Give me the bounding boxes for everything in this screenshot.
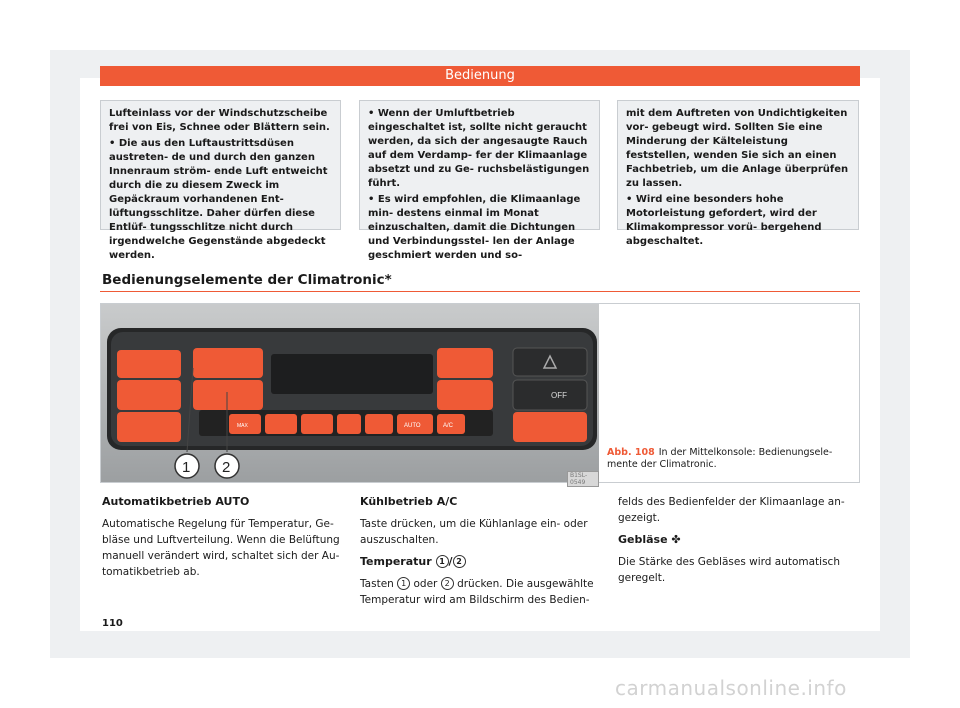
note-box-3 [617, 100, 859, 247]
paragraph: Automatische Regelung für Temperatur, Ge- bläse und Luftverteilung. Wenn die Belüftung manuell verändert wird, schaltet sich der Au- tomatikbetrieb ab. [102, 518, 340, 578]
heading-fan [618, 532, 858, 548]
section-rule [100, 291, 860, 292]
callout-1: 1 [182, 459, 191, 476]
watermark: carmanualsonline.info [615, 676, 847, 700]
num-badge-1: 1 [436, 555, 449, 568]
column-2 [360, 494, 600, 614]
paragraph: Die Stärke des Gebläses wird automatisch geregelt. [618, 556, 840, 584]
text-span: Tasten [360, 578, 394, 590]
paragraph: Taste drücken, um die Kühlanlage ein- oder auszuschalten. [360, 518, 588, 546]
climatronic-panel-illustration [101, 304, 599, 482]
num-badge-1: 1 [397, 577, 410, 590]
chapter-header: Bedienung [100, 66, 860, 86]
note-box-1 [100, 100, 341, 261]
callout-2: 2 [222, 459, 231, 476]
num-badge-2: 2 [441, 577, 454, 590]
note-paragraph: • Wird eine besonders hohe Motorleistung gefordert, wird der Klimakompressor vorü- bergehend abgeschaltet. [626, 194, 822, 247]
note-paragraph: • Die aus den Luftaustrittsdüsen austreten- de und durch den ganzen Innenraum ström- ende Luft entweicht durch die zu diesem Zweck im Gepäckraum vorhandenen Ent- lüftungsschlitze. Daher dürfen diese Entlüf- tungsschlitze nicht durch irgendwelche Gegenstände abgedeckt werden. [109, 138, 328, 261]
auto-button-label: AUTO [404, 423, 421, 429]
heading-temperature: Temperatur 1 / 2 [360, 554, 600, 570]
ac-button-label: A/C [443, 423, 454, 429]
fan-icon: ✤ [671, 533, 681, 546]
figure-label: Abb. 108 [607, 447, 655, 458]
heading-fan-text: Gebläse [618, 533, 668, 546]
num-badge-2: 2 [453, 555, 466, 568]
figure-caption-text: In der Mittelkonsole: Bedienungsele- mente der Climatronic. [607, 447, 833, 470]
section-title: Bedienungselemente der Climatronic* [102, 272, 392, 288]
column-3 [618, 494, 858, 592]
max-button-label: MAX [237, 423, 248, 429]
text-span: drücken. Die ausgewählte Temperatur wird am Bildschirm des Bedien- [360, 578, 594, 606]
text-span: oder [413, 578, 438, 590]
note-paragraph: mit dem Auftreten von Undichtigkeiten vor- gebeugt wird. Sollten Sie eine Minderung der Kälteleistung feststellen, wenden Sie sich an einen Fachbetrieb, um die Anlage überprüfen zu lassen. [626, 108, 849, 189]
heading-ac: Kühlbetrieb A/C [360, 495, 458, 508]
note-paragraph: • Es wird empfohlen, die Klimaanlage min- destens einmal im Monat einzuschalten, damit die Dichtungen und Verbindungsstel- len der Anlage geschmiert werden und so- [368, 194, 581, 261]
heading-auto: Automatikbetrieb AUTO [102, 495, 250, 508]
page-number: 110 [102, 618, 123, 629]
paragraph [360, 576, 600, 608]
note-paragraph: • Wenn der Umluftbetrieb eingeschaltet ist, sollte nicht geraucht werden, da sich der angesaugte Rauch auf dem Verdamp- fer der Klimaanlage absetzt und zu Ge- ruchsbelästigungen führt. [368, 108, 590, 189]
note-paragraph: Lufteinlass vor der Windschutzscheibe frei von Eis, Schnee oder Blättern sein. [109, 108, 330, 133]
figure-id: B1SL-0549 [567, 471, 599, 487]
column-1 [102, 494, 342, 586]
paragraph: felds des Bedienfelder der Klimaanlage an- gezeigt. [618, 496, 845, 524]
off-button-label: OFF [551, 391, 567, 400]
climatronic-photo [101, 304, 599, 486]
note-box-2 [359, 100, 600, 261]
heading-temperature-text: Temperatur [360, 555, 432, 568]
figure-caption [607, 447, 852, 471]
